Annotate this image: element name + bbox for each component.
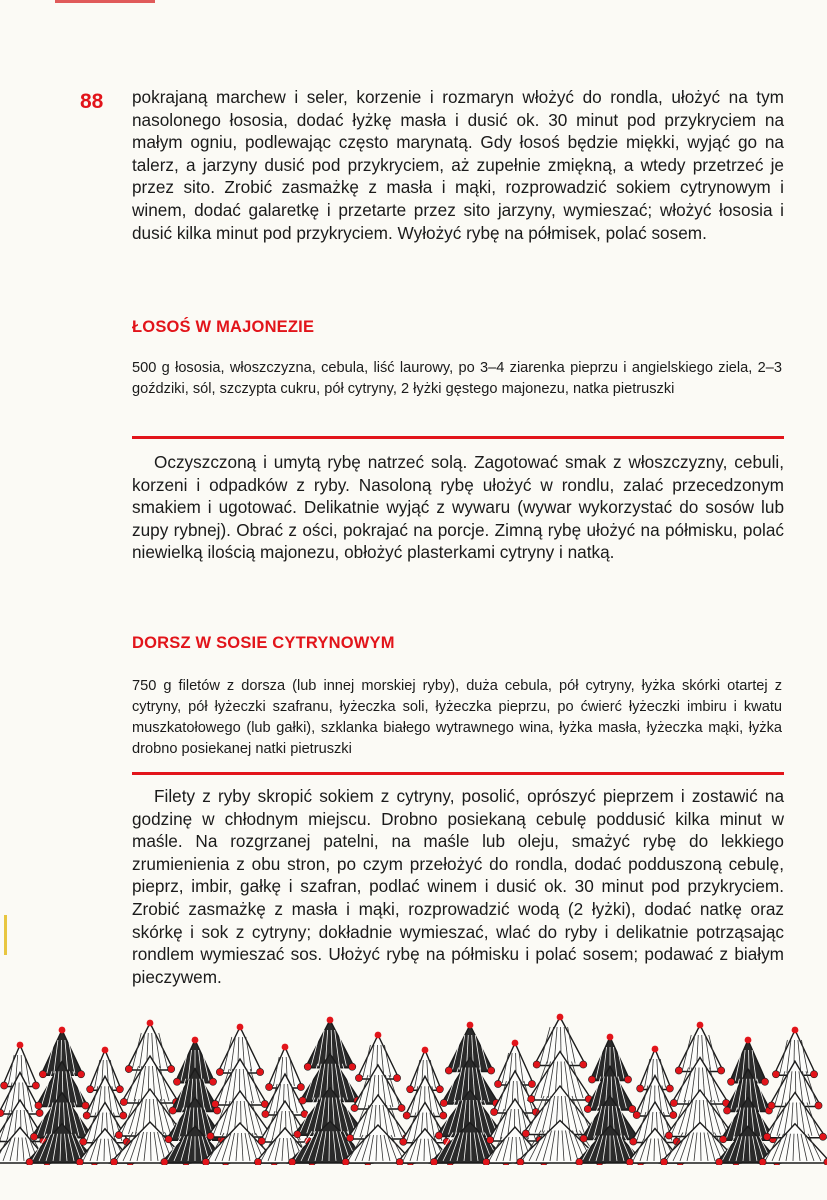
recipe-title: DORSZ W SOSIE CYTRYNOWYM bbox=[132, 634, 395, 652]
page-number: 88 bbox=[80, 90, 104, 113]
top-edge-mark bbox=[55, 0, 155, 3]
christmas-tree-icon bbox=[26, 1027, 98, 1165]
christmas-tree-border-icon bbox=[0, 1005, 827, 1165]
divider-rule bbox=[132, 772, 784, 775]
intro-paragraph: pokrajaną marchew i seler, korzenie i rozmaryn włożyć do rondla, ułożyć na tym nasolonego łososia, dodać łyżkę masła i dusić ok. 30 minut pod przykryciem na małym ogniu, podlewając często marynatą. Gdy łosoś będzie miękki, wyjąć go na talerz, a jarzyny dusić pod przykryciem, aż zupełnie zmiękną, a wtedy przetrzeć je przez sito. Zrobić zasmażkę z masła i mąki, rozprowadzić sokiem cytrynowym i winem, dodać galaretkę i przetarte przez sito jarzyny, wymieszać; włożyć łososia i dusić kilka minut pod przykryciem. Wyłożyć rybę na półmisek, polać sosem. bbox=[132, 87, 784, 243]
edge-color-mark bbox=[4, 915, 7, 955]
ingredients-list: 500 g łososia, włoszczyzna, cebula, liść laurowy, po 3–4 ziarenka pieprzu i angielskiego ziela, 2–3 goździki, sól, szczypta cukru, pół cytryny, 2 łyżki gęstego majonezu, natka pietruszki bbox=[132, 360, 782, 397]
divider-rule bbox=[132, 436, 784, 439]
christmas-tree-icon bbox=[430, 1022, 510, 1165]
recipe-instructions: Oczyszczoną i umytą rybę natrzeć solą. Zagotować smak z włoszczyzny, cebuli, korzeni i odpadków z ryby. Nasoloną rybę ułożyć w rondlu, zalać przecedzonym smakiem i ugotować. Delikatnie wyjąć z wywaru (wywar wykorzystać do sosów lub zupy rybnej). Obrać z ości, pokrajać na porcje. Zimną rybę ułożyć na półmisku, polać niewielką ilością majonezu, obłożyć plasterkami cytryny i natką. bbox=[132, 452, 784, 563]
recipe-title: ŁOSOŚ W MAJONEZIE bbox=[132, 318, 315, 336]
christmas-tree-icon bbox=[759, 1027, 827, 1165]
christmas-tree-icon bbox=[660, 1022, 740, 1165]
ingredients-list: 750 g filetów z dorsza (lub innej morskiej ryby), duża cebula, pół cytryny, łyżka skórki otartej z cytryny, pół łyżeczki szafranu, łyżeczka soli, łyżeczka pieprzu, po ćwierć łyżeczki imbiru i kwatu muszkatołowego (lub gałki), szklanka białego wytrawnego wina, łyżka masła, łyżeczka mąki, łyżka drobno posiekanej natki pietruszki bbox=[132, 678, 782, 757]
recipe-instructions: Filety z ryby skropić sokiem z cytryny, posolić, oprószyć pieprzem i zostawić na godzinę w chłodnym miejscu. Drobno posiekaną cebulę poddusić kilka minut w maśle. Na rozgrzanej patelni, na maśle lub oleju, smażyć rybę do lekkiego zrumienienia z obu stron, po czym przełożyć do rondla, dodać podduszoną cebulę, pieprz, imbir, gałkę i szafran, podlać winem i dusić ok. 30 minut pod przykryciem. Zrobić zasmażkę z masła i mąki, rozprowadzić wodą (2 łyżki), dodać natkę oraz skórkę i sok z cytryny; dokładnie wymieszać, wlać do ryby i delikatnie potrząsając rondlem wymieszać sos. Ułożyć rybę na półmisku i polać sosem; podawać z białym pieczywem. bbox=[132, 786, 784, 987]
